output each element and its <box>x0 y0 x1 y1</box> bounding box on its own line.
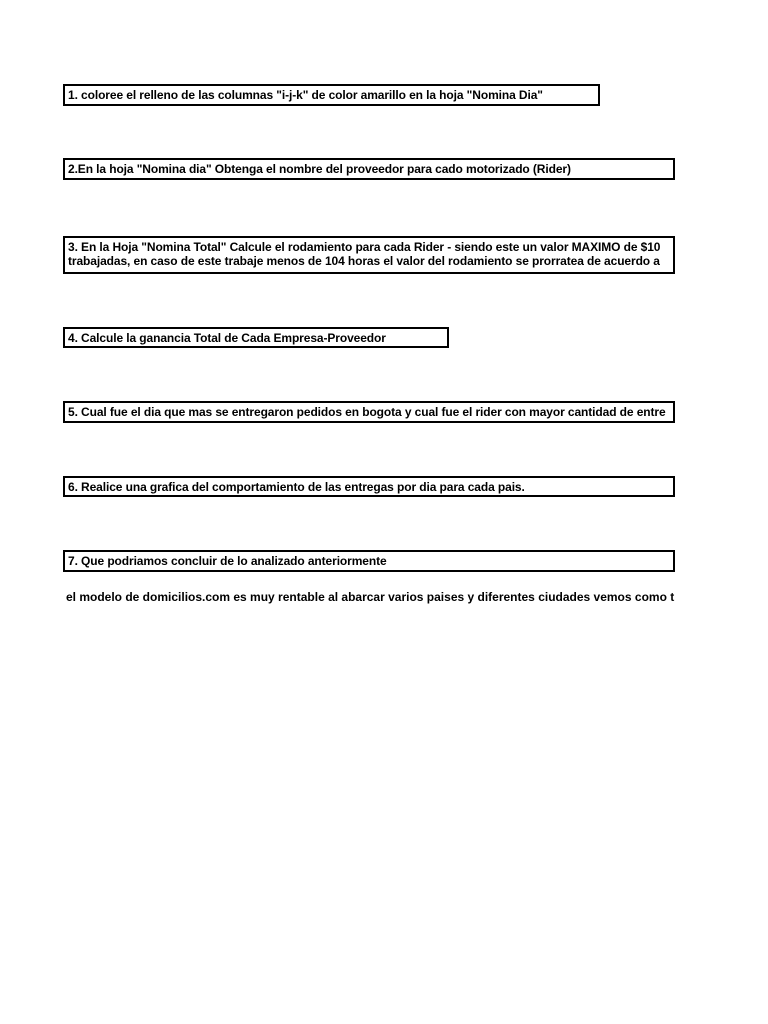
answer-text: el modelo de domicilios.com es muy rentable al abarcar varios paises y diferentes ciudades vemos como t <box>66 590 675 604</box>
question-5-text: 5. Cual fue el dia que mas se entregaron pedidos en bogota y cual fue el rider con mayor cantidad de entre <box>68 405 666 419</box>
question-2-text: 2.En la hoja "Nomina dia" Obtenga el nombre del proveedor para cado motorizado (Rider) <box>68 162 571 176</box>
question-7-text: 7. Que podriamos concluir de lo analizado anteriormente <box>68 554 387 568</box>
question-4-text: 4. Calcule la ganancia Total de Cada Empresa-Proveedor <box>68 331 386 345</box>
question-7-cell[interactable] <box>63 550 675 572</box>
question-1-text: 1. coloree el relleno de las columnas "i-j-k" de color amarillo en la hoja "Nomina Dia" <box>68 88 543 102</box>
question-2-cell[interactable] <box>63 158 675 180</box>
question-3-text-line-2: trabajadas, en caso de este trabaje menos de 104 horas el valor del rodamiento se prorratea de acuerdo a <box>68 254 660 268</box>
question-4-cell[interactable] <box>63 327 449 348</box>
question-3-cell[interactable] <box>63 236 675 274</box>
question-6-text: 6. Realice una grafica del comportamiento de las entregas por dia para cada pais. <box>68 480 525 494</box>
question-5-cell[interactable] <box>63 401 675 423</box>
question-3-text-line-1: 3. En la Hoja "Nomina Total" Calcule el rodamiento para cada Rider - siendo este un valor MAXIMO de $10 <box>68 240 661 254</box>
question-6-cell[interactable] <box>63 476 675 497</box>
question-1-cell[interactable] <box>63 84 600 106</box>
